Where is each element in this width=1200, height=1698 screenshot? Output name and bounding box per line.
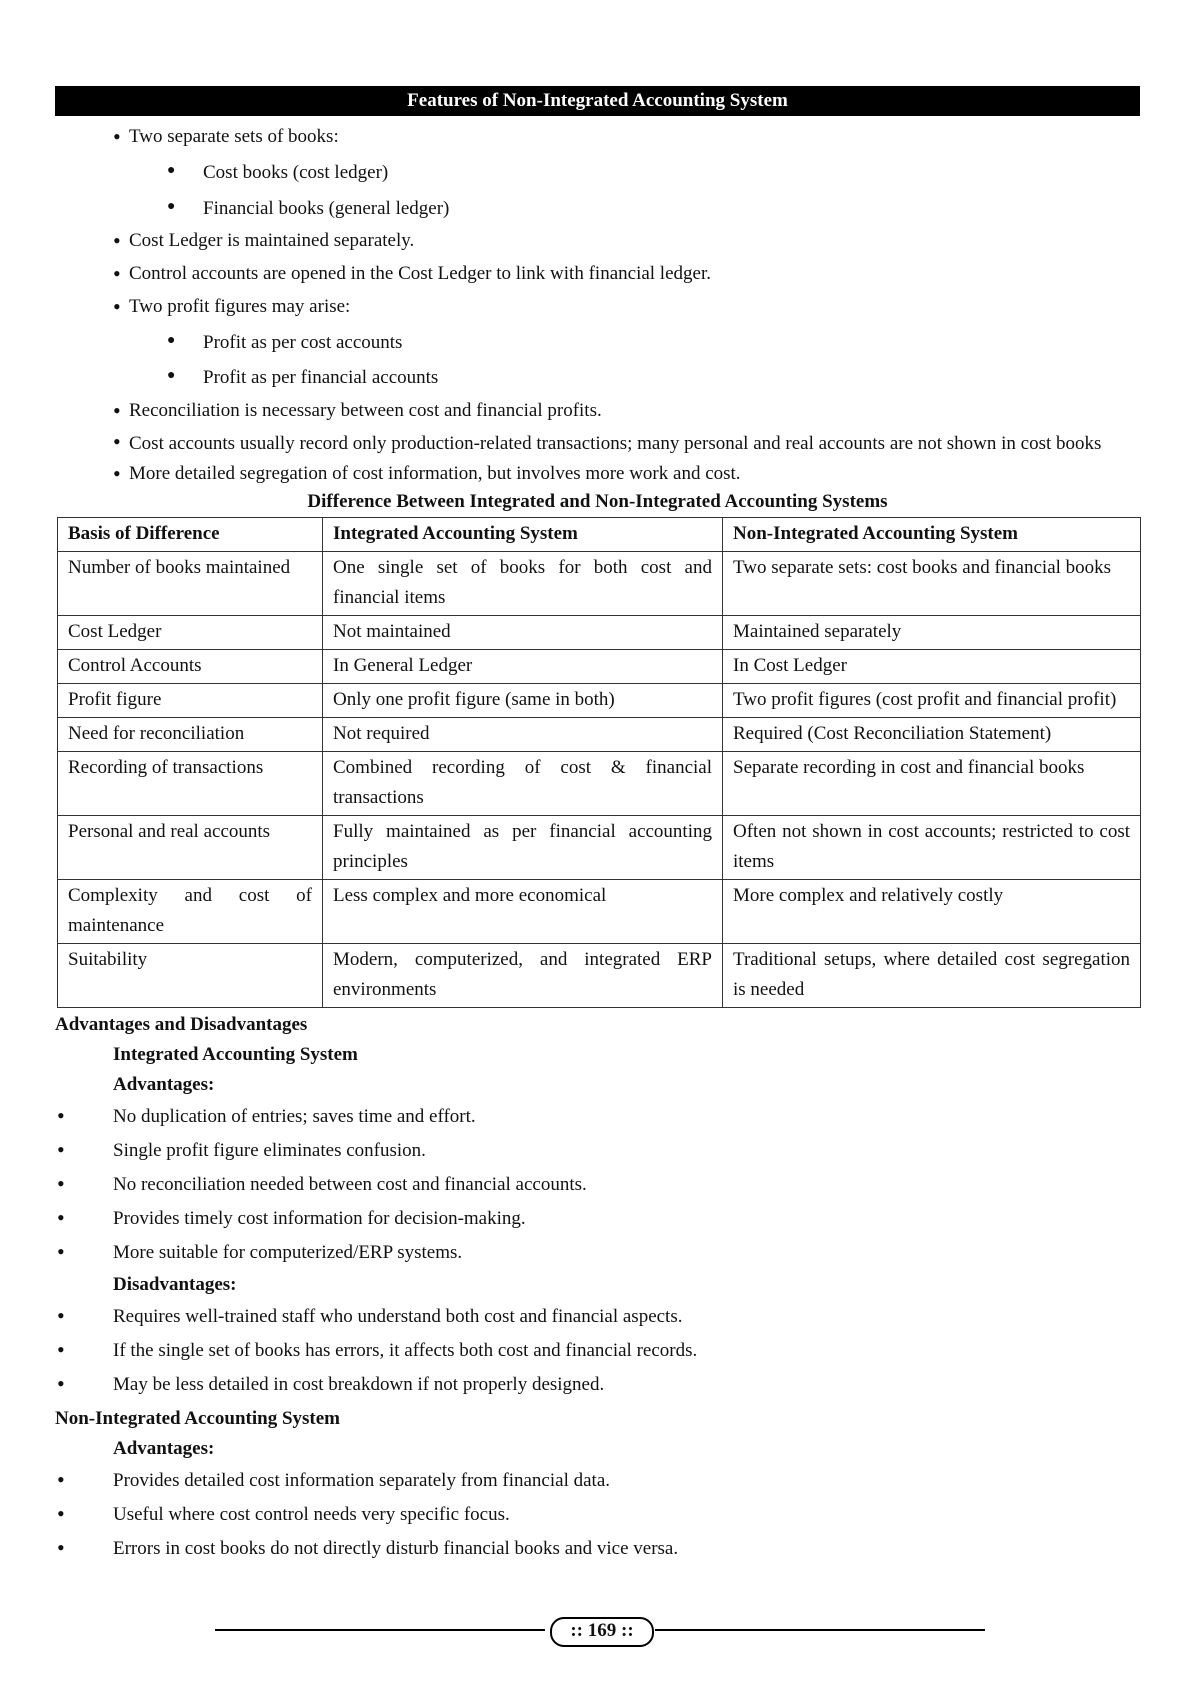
table-cell: More complex and relatively costly [723,880,1141,944]
difference-table [57,517,1141,1008]
feature-item [55,295,1140,319]
header-cell: Basis of Difference [58,518,323,552]
table-cell: Not required [323,718,723,752]
sub-feature-item: ● Financial books (general ledger) [55,197,1140,221]
page-number: :: 169 :: [550,1617,654,1647]
integrated-dis-label: Disadvantages: [113,1274,237,1296]
non-integrated-adv-label: Advantages: [113,1438,215,1460]
integrated-disadvantages-list [55,1300,1140,1402]
sub-feature-item: ● Profit as per cost accounts [55,331,1140,355]
list-item: • Useful where cost control needs very specific focus. [55,1498,1140,1532]
list-item: • More suitable for computerized/ERP systems. [55,1236,1140,1270]
feature-item-wrapped [55,429,1140,459]
feature-text: Two separate sets of books: [129,126,339,147]
table-cell: Only one profit figure (same in both) [323,684,723,718]
features-list-end [55,462,1140,486]
feature-text: Cost accounts usually record only production-related transactions; many personal and real accounts are not shown in cost books [129,432,1102,454]
feature-item [55,399,1140,423]
table-cell: Need for reconciliation [58,718,323,752]
section-title: Features of Non-Integrated Accounting System [55,86,1140,116]
integrated-heading: Integrated Accounting System [113,1044,358,1066]
table-cell: Modern, computerized, and integrated ERP environments [323,944,723,1008]
table-cell: Traditional setups, where detailed cost segregation is needed [723,944,1141,1008]
table-cell: Separate recording in cost and financial books [723,752,1141,816]
page-footer [215,1615,985,1645]
list-item: • No duplication of entries; saves time and effort. [55,1100,1140,1134]
table-row [58,752,1141,816]
table-cell: Not maintained [323,616,723,650]
table-row [58,880,1141,944]
feature-text: Two profit figures may arise: [129,295,351,317]
footer-rule [215,1629,545,1631]
list-item: • No reconciliation needed between cost and financial accounts. [55,1168,1140,1202]
table-row [58,552,1141,616]
table-row [58,718,1141,752]
list-item: • Provides detailed cost information separately from financial data. [55,1464,1140,1498]
table-cell: In General Ledger [323,650,723,684]
table-row [58,616,1141,650]
table-cell: Two separate sets: cost books and financial books [723,552,1141,616]
table-cell: Recording of transactions [58,752,323,816]
table-cell: Suitability [58,944,323,1008]
table-title: Difference Between Integrated and Non-Integrated Accounting Systems [307,490,888,512]
table-row [58,944,1141,1008]
feature-text: Cost Ledger is maintained separately. [129,230,415,252]
feature-item [55,125,1140,149]
features-list [55,125,1140,423]
table-cell: One single set of books for both cost and financial items [323,552,723,616]
feature-text: Control accounts are opened in the Cost Ledger to link with financial ledger. [129,263,711,284]
table-cell: Often not shown in cost accounts; restricted to cost items [723,816,1141,880]
table-header-row [58,518,1141,552]
table-cell: Control Accounts [58,650,323,684]
list-item: • If the single set of books has errors, it affects both cost and financial records. [55,1334,1140,1368]
footer-rule [655,1629,985,1631]
table-cell: Less complex and more economical [323,880,723,944]
page-content [55,86,1140,1566]
header-cell: Integrated Accounting System [323,518,723,552]
header-cell: Non-Integrated Accounting System [723,518,1141,552]
feature-item [55,229,1140,253]
feature-item [55,462,1140,486]
table-cell: Number of books maintained [58,552,323,616]
list-item: • Errors in cost books do not directly disturb financial books and vice versa. [55,1532,1140,1566]
adv-dis-heading: Advantages and Disadvantages [55,1014,308,1036]
table-cell: Cost Ledger [58,616,323,650]
integrated-advantages-list [55,1100,1140,1270]
table-cell: Combined recording of cost & financial transactions [323,752,723,816]
table-row [58,816,1141,880]
feature-item [55,262,1140,286]
table-cell: In Cost Ledger [723,650,1141,684]
list-item: • Single profit figure eliminates confusion. [55,1134,1140,1168]
bullet-icon: • [113,428,121,454]
list-item: • May be less detailed in cost breakdown if not properly designed. [55,1368,1140,1402]
table-cell: Maintained separately [723,616,1141,650]
sub-feature-item: ● Profit as per financial accounts [55,366,1140,390]
table-row [58,650,1141,684]
table-cell: Complexity and cost of maintenance [58,880,323,944]
list-item: • Provides timely cost information for decision-making. [55,1202,1140,1236]
table-cell: Profit figure [58,684,323,718]
non-integrated-advantages-list [55,1464,1140,1566]
feature-text: Reconciliation is necessary between cost and financial profits. [129,400,602,421]
non-integrated-heading: Non-Integrated Accounting System [55,1408,340,1430]
table-cell: Two profit figures (cost profit and financial profit) [723,684,1141,718]
sub-feature-item: ● Cost books (cost ledger) [55,161,1140,185]
feature-text: More detailed segregation of cost information, but involves more work and cost. [129,462,741,484]
table-row [58,684,1141,718]
table-cell: Required (Cost Reconciliation Statement) [723,718,1141,752]
integrated-adv-label: Advantages: [113,1074,215,1096]
list-item: • Requires well-trained staff who understand both cost and financial aspects. [55,1300,1140,1334]
table-cell: Personal and real accounts [58,816,323,880]
table-cell: Fully maintained as per financial accounting principles [323,816,723,880]
